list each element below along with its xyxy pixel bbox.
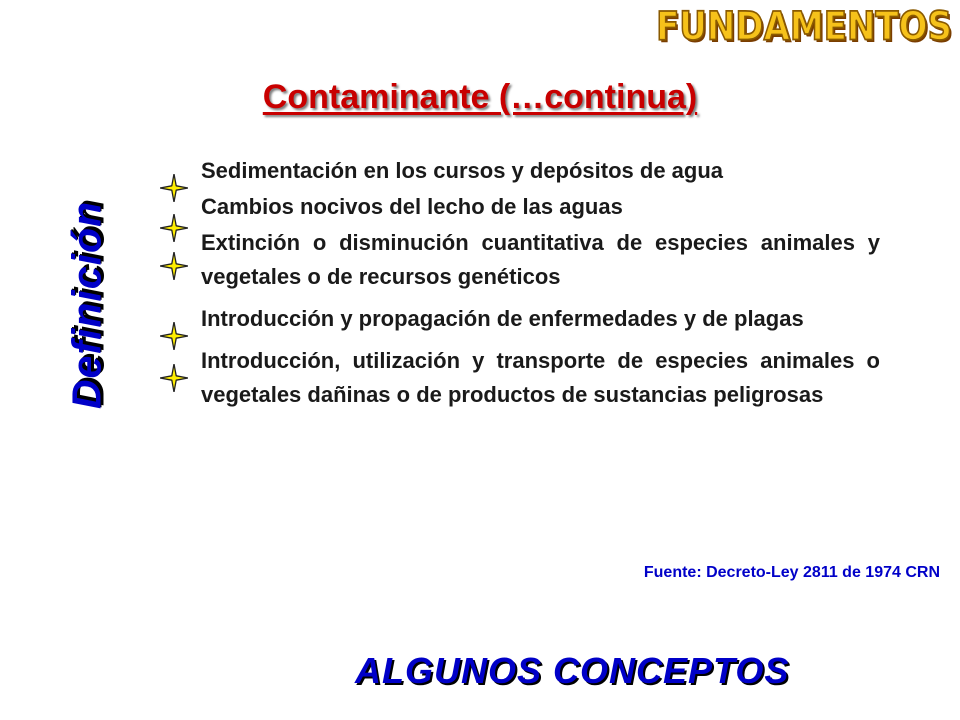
source-citation: Fuente: Decreto-Ley 2811 de 1974 CRN <box>643 564 940 581</box>
list-item-text: Introducción, utilización y transporte de especies animales o vegetales dañinas o de productos de sustancias peligrosas <box>201 348 880 407</box>
list-item <box>150 190 880 224</box>
list-item <box>150 344 880 412</box>
list-item <box>150 154 880 188</box>
side-label-text: Definición <box>63 200 110 410</box>
definition-list <box>150 154 880 412</box>
list-item-text: Sedimentación en los cursos y depósitos de agua <box>201 158 724 183</box>
fundamentos-badge: FUNDAMENTOS <box>656 4 952 50</box>
vertical-side-label <box>62 170 112 440</box>
section-footer-label: ALGUNOS CONCEPTOS <box>355 650 790 691</box>
list-item-text: Introducción y propagación de enfermedades y de plagas <box>201 306 804 331</box>
list-item <box>150 302 880 336</box>
list-item-text: Extinción o disminución cuantitativa de especies animales y vegetales o de recursos genéticos <box>201 230 880 289</box>
sparkle-star-icon <box>160 364 188 392</box>
list-item <box>150 226 880 294</box>
list-item-text: Cambios nocivos del lecho de las aguas <box>201 194 623 219</box>
slide-title <box>0 78 960 117</box>
slide-title-text: Contaminante (…continua) <box>262 78 698 116</box>
sparkle-star-icon <box>160 252 188 280</box>
